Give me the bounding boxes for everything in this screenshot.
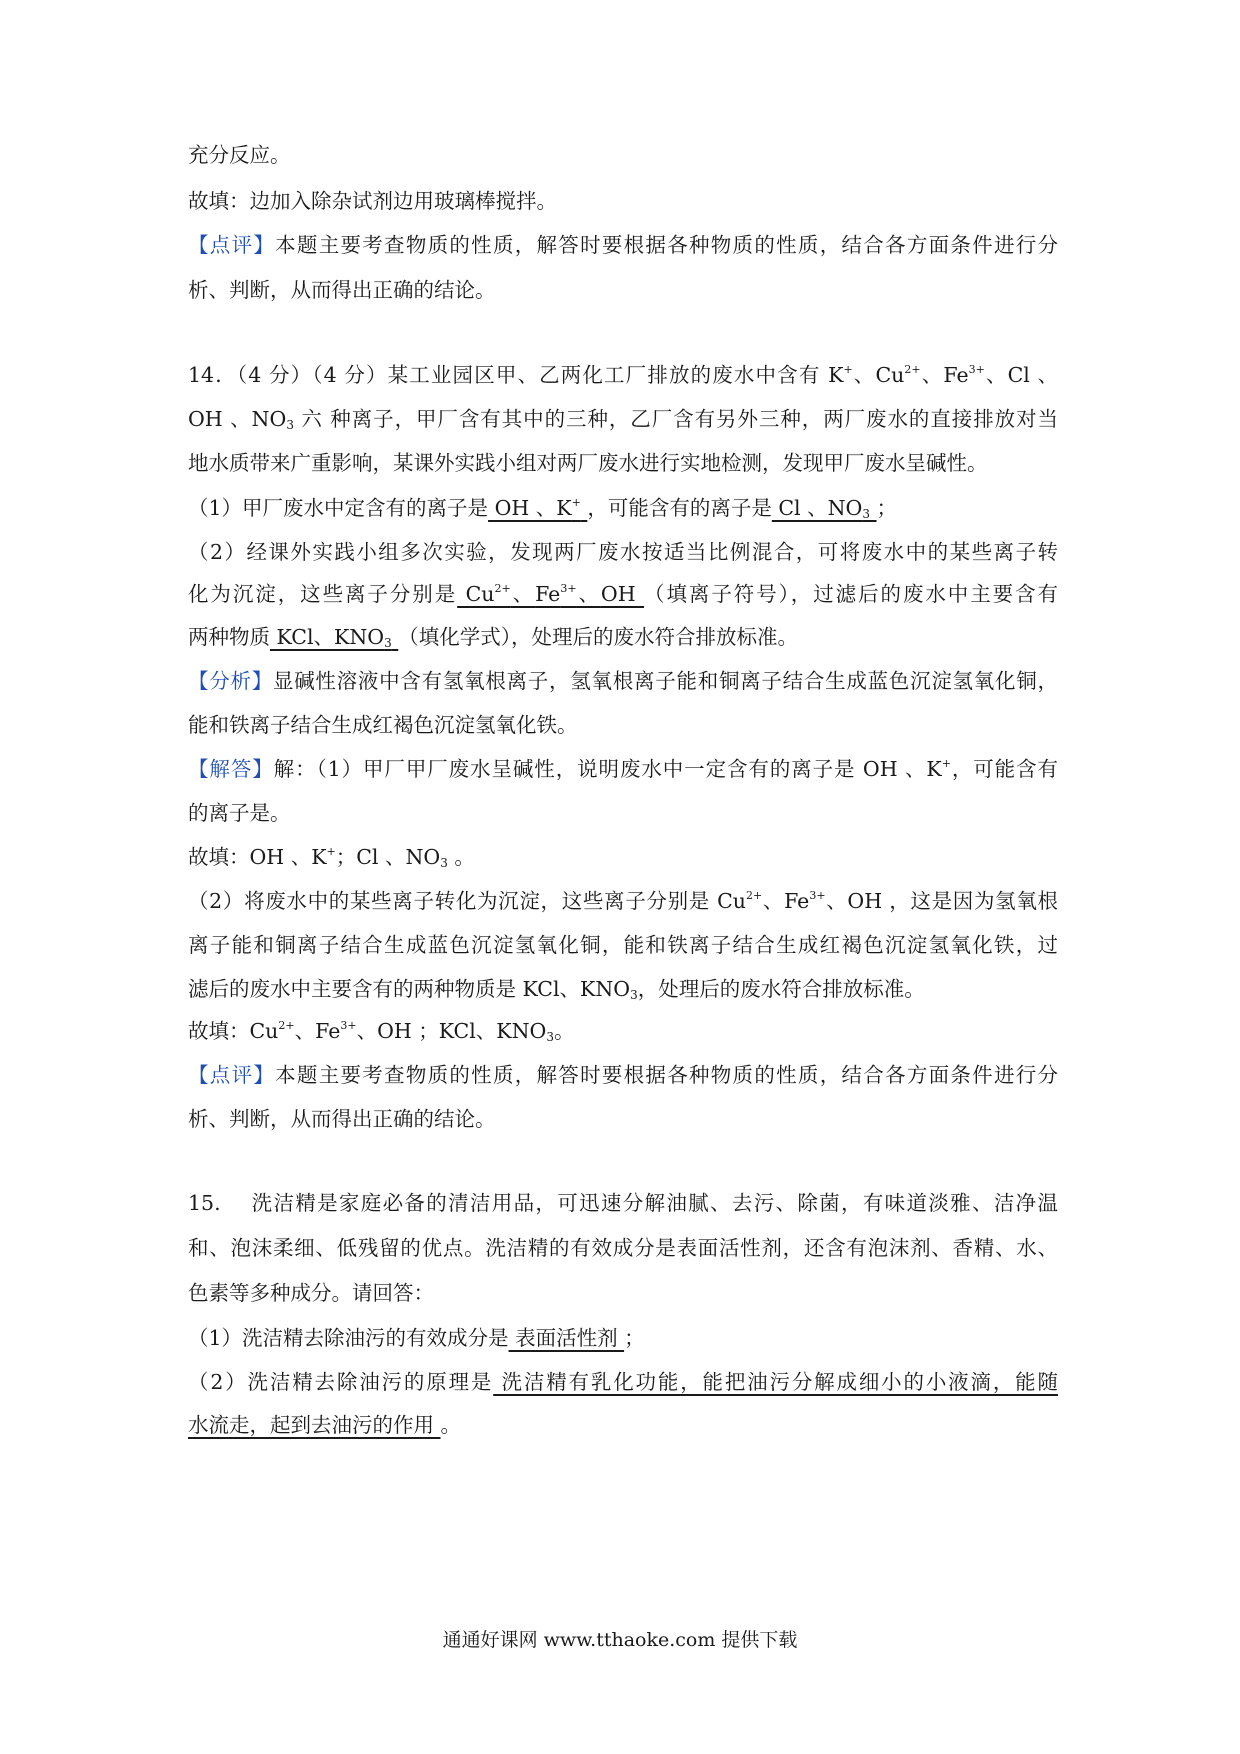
- text: ；Cl 、NO: [335, 845, 441, 869]
- answer-blank: [457, 582, 644, 606]
- solution-line-2: [188, 798, 1058, 828]
- subscript: 3: [440, 856, 448, 870]
- superscript: 3+: [968, 363, 985, 376]
- subscript: 3: [546, 1030, 554, 1044]
- answer-text: Cu: [457, 582, 495, 606]
- text: 能和铁离子结合生成红褐色沉淀氢氧化铁。: [188, 713, 578, 737]
- answer-blank: [488, 496, 587, 520]
- text: Fe: [784, 889, 810, 913]
- answer-blank: 水流走，起到去油污的作用: [188, 1413, 441, 1437]
- text: ；: [876, 496, 898, 520]
- subscript: 3: [862, 507, 871, 521]
- text: 解：（1）甲厂甲厂废水呈碱性，说明废水中一定含有的离子是 OH 、K: [273, 757, 942, 781]
- answer-text: Cl 、NO: [771, 496, 863, 520]
- text: Fe: [315, 1019, 341, 1043]
- text: （填化学式），处理后的废水符合排放标准。: [398, 625, 799, 649]
- text: （1）甲厂废水中定含有的离子是: [188, 496, 489, 520]
- comment-tag: 【点评】: [188, 1063, 276, 1087]
- answer-text: OH: [600, 582, 645, 606]
- text: 14．（4 分）（4 分）某工业园区甲、乙两化工厂排放的废水中含有 K: [188, 363, 844, 387]
- superscript: 3+: [560, 582, 577, 595]
- comment-line: [188, 230, 1058, 260]
- answer-blank: [772, 496, 877, 520]
- question-14-line-2: [188, 404, 1058, 434]
- text: 本题主要考查物质的性质，解答时要根据各种物质的性质，结合各方面条件进行分: [275, 1063, 1059, 1087]
- comment-line: [188, 1060, 1058, 1090]
- text: ；: [624, 1326, 645, 1350]
- text: ，可能含有: [950, 757, 1059, 781]
- text: 显碱性溶液中含有氢氧根离子，氢氧根离子能和铜离子结合生成蓝色沉淀氢氧化铜，: [272, 669, 1059, 693]
- question-15-part-1: [188, 1323, 1058, 1353]
- text: 、Cl 、: [984, 363, 1058, 387]
- question-15-part-2-line-1: [188, 1367, 1058, 1397]
- text: 、: [294, 1019, 316, 1043]
- text: 化为沉淀，这些离子分别是: [188, 582, 458, 606]
- text: （2）洗洁精去除油污的原理是: [188, 1370, 494, 1394]
- text: （2）将废水中的某些离子转化为沉淀，这些离子分别是 Cu: [188, 889, 746, 913]
- answer-fill-line-2: [188, 1016, 1058, 1046]
- answer-text: Fe: [535, 582, 561, 606]
- text: 故填：边加入除杂试剂边用玻璃棒搅拌。: [188, 189, 557, 213]
- superscript: +: [326, 845, 336, 858]
- superscript: +: [941, 757, 951, 770]
- text: 地水质带来广重影响，某课外实践小组对两厂废水进行实地检测，发现甲厂废水呈碱性。: [188, 451, 988, 475]
- text: 的离子是。: [188, 801, 291, 825]
- solution-part-2-line-2: [188, 930, 1058, 960]
- text: 色素等多种成分。请回答：: [188, 1281, 434, 1305]
- text-line: [188, 140, 1058, 170]
- superscript: 3+: [340, 1019, 357, 1032]
- text-line: [188, 1104, 1058, 1134]
- subscript: 3: [384, 636, 392, 650]
- question-14-part-1: [188, 493, 1058, 523]
- solution-line-1: [188, 754, 1058, 784]
- subscript: 3: [286, 418, 294, 432]
- answer-blank: 洗洁精有乳化功能，能把油污分解成细小的小液滴，能随: [493, 1370, 1058, 1394]
- question-15-line-3: [188, 1278, 1058, 1308]
- text: 和、泡沫柔细、低残留的优点。洗洁精的有效成分是表面活性剂，还含有泡沫剂、香精、水、: [188, 1236, 1058, 1260]
- text: 析、判断，从而得出正确的结论。: [188, 1107, 496, 1131]
- page-footer: 通通好课网 www.tthaoke.com 提供下载: [442, 1629, 798, 1651]
- subscript: 3: [630, 988, 638, 1002]
- question-15-line-1: [188, 1188, 1058, 1218]
- question-14-line-3: [188, 448, 1058, 478]
- text: ，处理后的废水符合排放标准。: [637, 977, 925, 1001]
- superscript: +: [571, 496, 581, 509]
- text-line: [188, 275, 1058, 305]
- analysis-line-1: [188, 666, 1058, 696]
- text: 两种物质: [188, 625, 270, 649]
- solution-part-2-line-3: [188, 974, 1058, 1004]
- question-14-part-2-line-2: [188, 579, 1058, 609]
- answer-blank: [270, 625, 398, 649]
- superscript: 2+: [904, 363, 921, 376]
- text: 。: [553, 1019, 575, 1043]
- superscript: 2+: [278, 1019, 295, 1032]
- text: 本题主要考查物质的性质，解答时要根据各种物质的性质，结合各方面条件进行分: [275, 233, 1059, 257]
- text: 故填：Cu: [188, 1019, 279, 1043]
- question-15-part-2-line-2: [188, 1410, 1058, 1440]
- text: 。: [440, 1413, 462, 1437]
- solution-tag: 【解答】: [188, 757, 274, 781]
- text: （2）经课外实践小组多次实验，发现两厂废水按适当比例混合，可将废水中的某些离子转: [188, 540, 1058, 564]
- answer-text: 、: [510, 582, 536, 606]
- superscript: 3+: [809, 889, 826, 902]
- text: 故填：OH 、K: [188, 845, 327, 869]
- comment-tag: 【点评】: [188, 233, 276, 257]
- answer-fill-line-1: [188, 842, 1058, 872]
- text-line: [188, 186, 1058, 216]
- answer-text: KCl、KNO: [270, 625, 385, 649]
- answer-text: 、: [576, 582, 601, 606]
- text: 、Cu: [852, 363, 905, 387]
- text: 。: [447, 845, 475, 869]
- superscript: 2+: [746, 889, 763, 902]
- text: 、: [762, 889, 785, 913]
- text: 析、判断，从而得出正确的结论。: [188, 278, 496, 302]
- text: Fe: [943, 363, 969, 387]
- text: 充分反应。: [188, 143, 291, 167]
- answer-text: OH 、K: [488, 496, 572, 520]
- text: 、OH ，这是因为氢氧根: [825, 889, 1058, 913]
- text: 六 种离子，甲厂含有其中的三种，乙厂含有另外三种，两厂废水的直接排放对当: [293, 407, 1058, 431]
- text: 、OH ；KCl、KNO: [356, 1019, 547, 1043]
- text: 、: [920, 363, 944, 387]
- question-14-line-1: [188, 360, 1058, 390]
- solution-part-2-line-1: [188, 886, 1058, 916]
- text: （1）洗洁精去除油污的有效成分是: [188, 1326, 509, 1350]
- text: OH 、NO: [188, 407, 287, 431]
- text: （填离子符号），过滤后的废水中主要含有: [644, 582, 1059, 606]
- superscript: +: [843, 363, 853, 376]
- text: 离子能和铜离子结合生成蓝色沉淀氢氧化铜，能和铁离子结合生成红褐色沉淀氢氧化铁，过: [188, 933, 1058, 957]
- question-15-line-2: [188, 1233, 1058, 1263]
- question-14-part-2-line-1: [188, 537, 1058, 567]
- superscript: 2+: [494, 582, 511, 595]
- answer-blank: 表面活性剂: [508, 1326, 625, 1350]
- text: 15. 洗洁精是家庭必备的清洁用品，可迅速分解油腻、去污、除菌，有味道淡雅、洁净温: [188, 1191, 1058, 1215]
- analysis-line-2: [188, 710, 1058, 740]
- text: ，可能含有的离子是: [587, 496, 772, 520]
- question-14-part-2-line-3: [188, 622, 1058, 652]
- analysis-tag: 【分析】: [188, 669, 273, 693]
- text: 滤后的废水中主要含有的两种物质是 KCl、KNO: [188, 977, 631, 1001]
